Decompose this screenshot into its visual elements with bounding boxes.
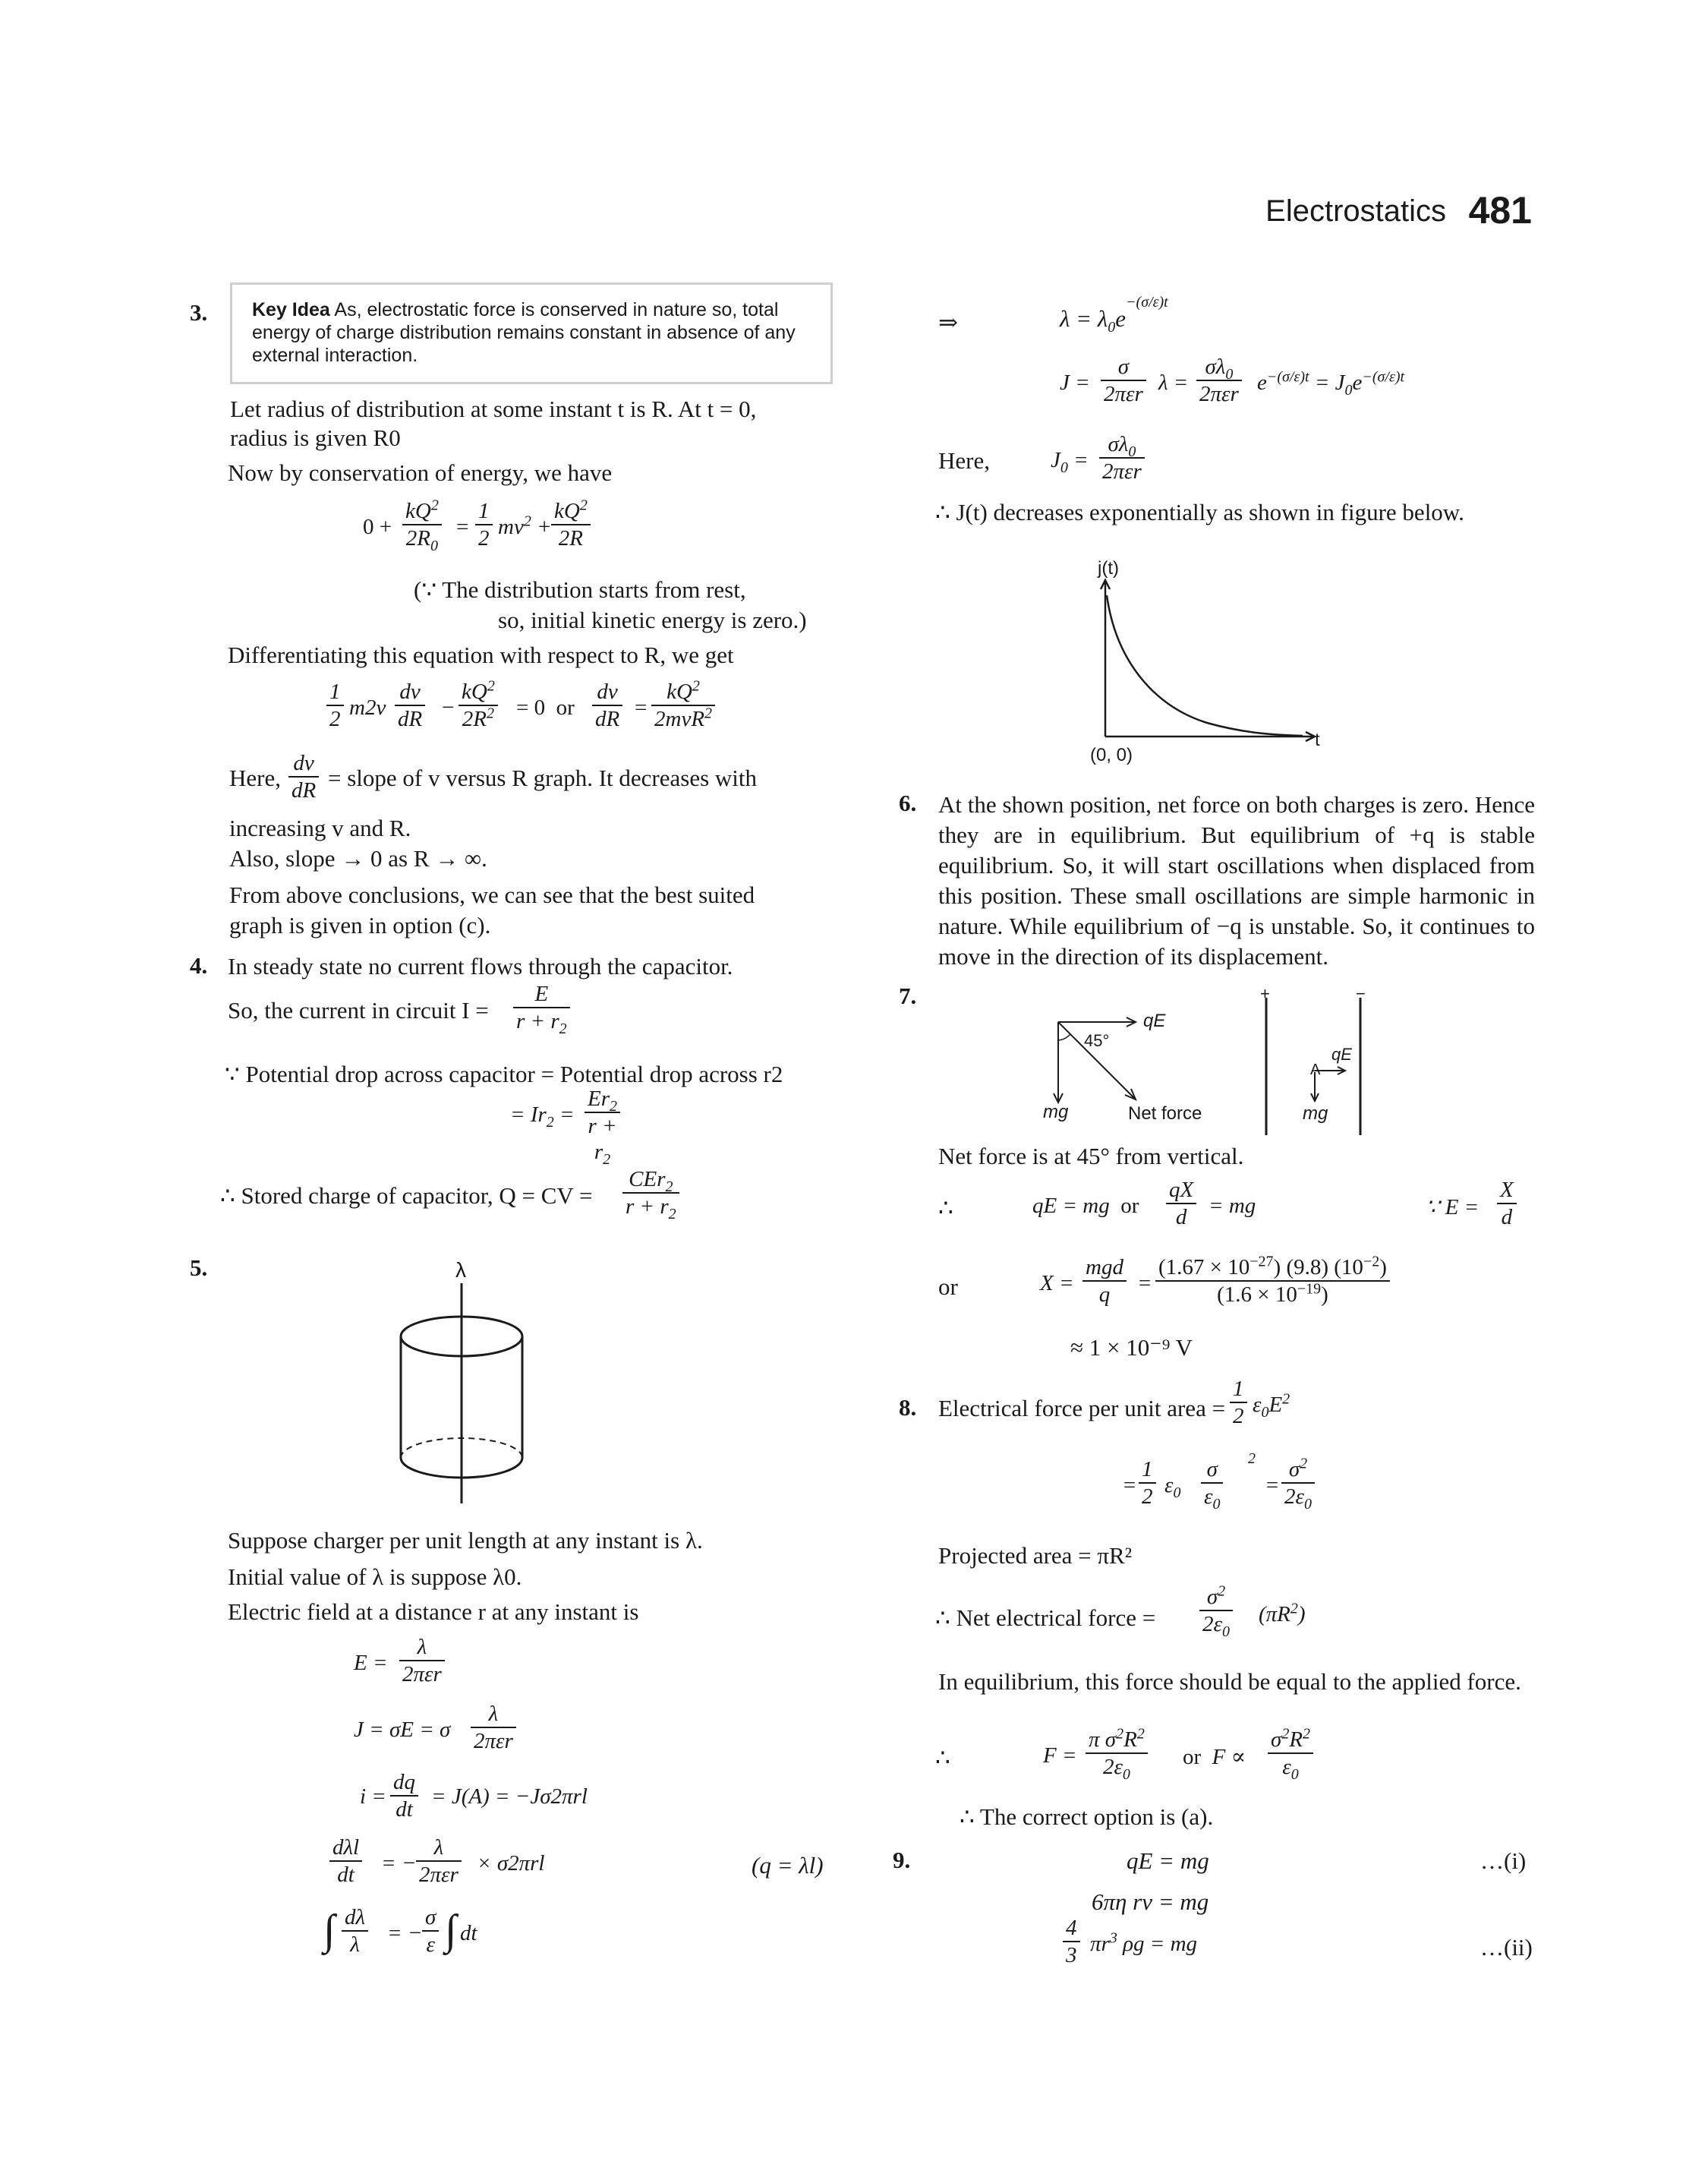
q3-line7: From above conclusions, we can see that the best suited [229,882,755,908]
q3-line3: Now by conservation of energy, we have [228,459,613,486]
q8-final-eq: F = $\frac{\pi \sigma^2R^2}{2\varepsilon_0}$ or F ∝ $\frac{\sigma^2R^2}{\varepsilon_0}$ [1043,1724,1362,1792]
fig-qe-label: qE [1143,1011,1166,1031]
q4-line3: ∵ Potential drop across capacitor = Potential drop across r2 [225,1061,783,1087]
chapter-title: Electrostatics [1265,194,1446,228]
decay-curve [1107,595,1303,736]
q5-line1: Suppose charger per unit length at any instant is λ. [228,1527,703,1554]
q7-therefore: ∴ [938,1194,953,1221]
q5-condition: (q = λl) [752,1852,824,1879]
fig-mg-small-label: mg [1303,1103,1328,1124]
decay-graph [1086,577,1328,752]
q7-equation1: qE = mg or $\frac{qX}{d}$ = mg ∵ E = $\frac{X}{d}$ [1032,1175,1533,1236]
q9-tag2: …(ii) [1480,1934,1533,1961]
current-density-equation: J = σ 2πεr λ = $\sigma\lambda_0$ 2πεr $e^{-(\sigma/\varepsilon)t} = J_0e^{-(\sigma/\varepsilon)t}$ [1060,355,1405,406]
q3-note2: so, initial kinetic energy is zero.) [498,607,807,633]
question-number-9: 9. [893,1847,911,1873]
question-number-7: 7. [899,983,917,1009]
q9-tag1: …(i) [1480,1847,1527,1874]
charged-cylinder-figure [380,1283,554,1511]
q3-line2: radius is given R0 [230,424,401,451]
question-number-6: 6. [899,790,917,816]
fig-minus-label: − [1356,984,1366,1003]
dv-dr-fraction: $\frac{dv}{dR}$ [288,750,319,803]
q8-conclusion: ∴ The correct option is (a). [960,1803,1214,1830]
q8-line4: In equilibrium, this force should be equal to the applied force. [938,1668,1521,1695]
decay-line: ∴ J(t) decreases exponentially as shown in figure below. [935,499,1464,525]
q3-here: Here, [229,765,281,791]
q8-line3: ∴ Net electrical force = [935,1604,1156,1631]
charge-fraction: CEr$_2$ $r + r_2$ [622,1166,679,1219]
graph-origin-label: (0, 0) [1090,745,1133,765]
q4-line4: ∴ Stored charge of capacitor, Q = CV = [220,1182,593,1209]
graph-x-label: t [1315,730,1320,750]
q4-line1: In steady state no current flows through the capacitor. [228,953,733,980]
q7-line1: Net force is at 45° from vertical. [938,1143,1244,1169]
energy-equation: 0 + $\frac{kQ^2}{2R_0}$ = $\frac{1}{2}$ $mv^2$ + $\frac{kQ^2}{2R}$ [363,494,621,562]
page-number: 481 [1468,189,1532,232]
fig-mg-label: mg [1043,1102,1069,1122]
fig-net-force-label: Net force [1128,1103,1202,1124]
current-fraction: $\frac{E}{r + r_2}$ [513,981,570,1034]
cylinder-lambda-label: λ [455,1258,466,1282]
angle-arc [1058,1034,1070,1040]
q5-line2: Initial value of λ is suppose λ0. [228,1563,522,1590]
q3-slope-text: = slope of v versus R graph. It decreases with [328,765,758,791]
q5-line3: Electric field at a distance r at any instant is [228,1598,639,1625]
q3-line6: Also, slope → 0 as R → ∞. [229,845,487,872]
q8-eq2: = $\frac{1}{2}$ $\varepsilon_0$ $\frac{\sigma}{\varepsilon_0}$ 2 = $\frac{\sigma^2}{2\varepsilon_0}$ [1122,1455,1350,1523]
lambda-decay-equation: $\lambda = \lambda_0e-(\sigma/\varepsilon)t$ [1060,294,1168,336]
q7-or: or [938,1273,958,1300]
fig-qe-small-label: qE [1331,1045,1352,1064]
key-idea-text [252,298,799,367]
key-idea-box [230,282,833,384]
q8-line1: Electrical force per unit area = [938,1395,1226,1421]
graph-y-label: j(t) [1098,558,1119,579]
q9-eq2: 6πη rv = mg [1092,1888,1209,1915]
question-number-8: 8. [899,1394,917,1421]
key-idea-body: As, electrostatic force is conserved in nature so, total energy of charge distribution remains constant in absence of any external interaction. [252,299,796,366]
q9-eq1: qE = mg [1127,1847,1209,1874]
question-number-4: 4. [190,952,208,979]
q3-line4: Differentiating this equation with respect to R, we get [228,642,734,668]
q3-line5: increasing v and R. [229,815,411,841]
q6-text: At the shown position, net force on both charges is zero. Hence they are in equilibrium. But equilibrium of +q is stable equilibrium. So, it will start oscillations when displaced from this position. These small oscillations are simple harmonic in nature. While equilibrium of −q is unstable. So, it continues to move in the direction of its displacement. [938,791,1535,970]
q8-therefore: ∴ [935,1744,950,1771]
question-number-5: 5. [190,1254,208,1281]
q4-line2: So, the current in circuit I = [228,997,489,1024]
question-number-3: 3. [190,299,208,326]
q3-line8: graph is given in option (c). [229,912,491,939]
here-label: Here, [938,447,990,474]
q3-note1: (∵ The distribution starts from rest, [414,576,746,603]
q3-line1: Let radius of distribution at some instant t is R. At t = 0, [230,396,757,422]
fig-plus-label: + [1260,984,1270,1003]
fig-a-label: A [1310,1062,1321,1078]
key-idea-label: Key Idea [252,299,330,320]
fig-angle-label: 45° [1084,1031,1110,1050]
q7-result: ≈ 1 × 10⁻⁹ V [1070,1334,1193,1361]
q5-equations: E = λ 2πεr J = σE = σ λ 2πεr i = $\frac{dq}{dt}$ = J(A) = −Jσ2πrl dλl dt = − λ 2πεr × σ2πrl ∫ $\frac{d\lambda}{\lambda}$ = − $\frac{\sigma}{\varepsilon}$ ∫ dt [323,1635,588,1957]
q7-equation2: X = mgd q = $\frac{(1.67 \times 10^{-27}) (9.8) (10^{-2})}{(1.6 \times 10^{-19})}$ [1040,1253,1541,1314]
implies-symbol: ⇒ [938,309,958,336]
q8-line2: Projected area = πR² [938,1542,1133,1569]
derivative-equation: $\frac{1}{2}$ m2v $\frac{dv}{dR}$ − $\frac{kQ^2}{2R^2}$ = 0 or $\frac{dv}{dR}$ = $kQ^2$ 2mvR$^2$ [326,676,752,744]
